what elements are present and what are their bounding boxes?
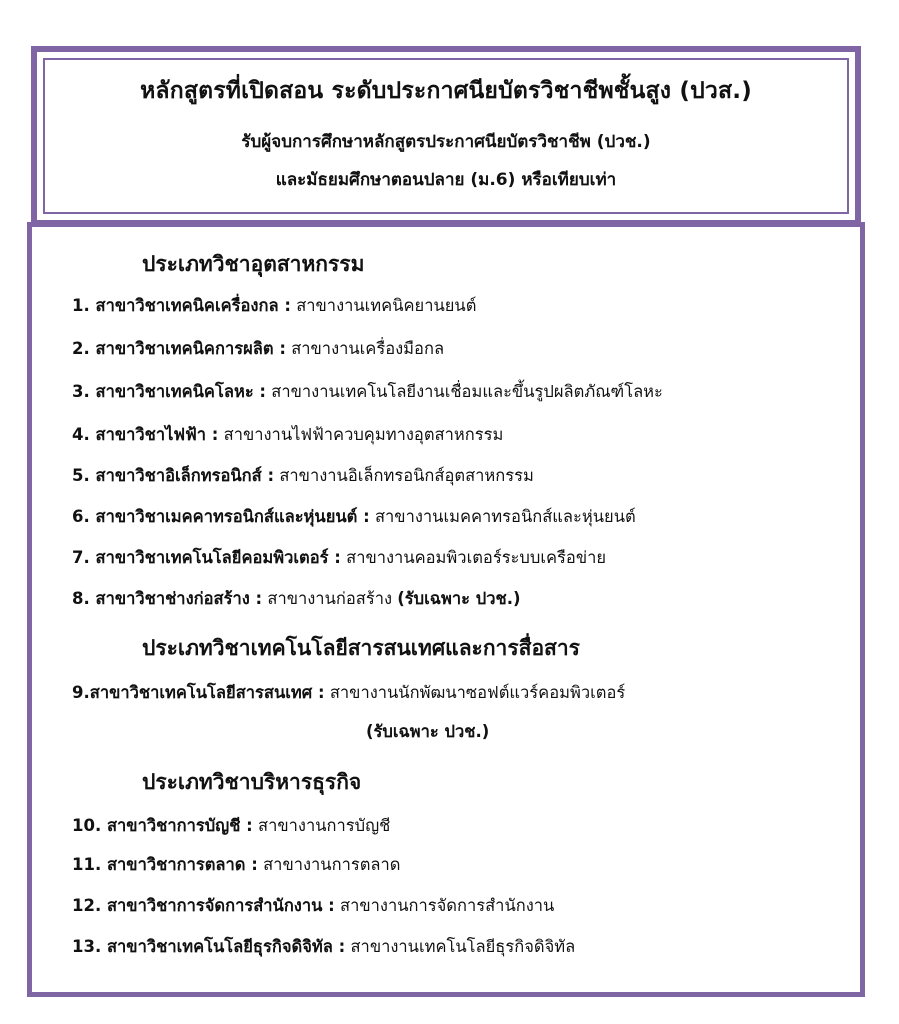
admission-note: (รับเฉพาะ ปวช.) [366, 722, 490, 741]
subtitle-line-2: และมัธยมศึกษาตอนปลาย (ม.6) หรือเทียบเท่า [275, 170, 617, 190]
list-item [72, 463, 534, 489]
section-heading-business: ประเภทวิชาบริหารธุรกิจ [142, 770, 362, 794]
list-item [72, 680, 625, 706]
list-item [72, 852, 401, 878]
list-item [72, 422, 503, 448]
field-name: สาขางานเมคคาทรอนิกส์และหุ่นยนต์ [374, 507, 636, 526]
list-item [72, 893, 554, 919]
major-name: 5. สาขาวิชาอิเล็กทรอนิกส์ : [72, 466, 275, 485]
field-name: สาขางานอิเล็กทรอนิกส์อุตสาหกรรม [279, 466, 534, 485]
list-item [72, 379, 663, 405]
header-inner-frame [43, 58, 849, 214]
major-name: 9.สาขาวิชาเทคโนโลยีสารสนเทศ : [72, 683, 325, 702]
field-name: สาขางานเครื่องมือกล [291, 339, 445, 358]
major-name: 12. สาขาวิชาการจัดการสำนักงาน : [72, 896, 335, 915]
list-item [72, 586, 521, 612]
major-name: 13. สาขาวิชาเทคโนโลยีธุรกิจดิจิทัล : [72, 937, 346, 956]
major-name: 11. สาขาวิชาการตลาด : [72, 855, 258, 874]
major-name: 6. สาขาวิชาเมคคาทรอนิกส์และหุ่นยนต์ : [72, 507, 370, 526]
field-name: สาขางานไฟฟ้าควบคุมทางอุตสาหกรรม [223, 425, 504, 444]
major-name: 10. สาขาวิชาการบัญชี : [72, 816, 253, 835]
field-name: สาขางานการจัดการสำนักงาน [340, 896, 555, 915]
major-name: 1. สาขาวิชาเทคนิคเครื่องกล : [72, 296, 291, 315]
list-item [72, 336, 444, 362]
major-name: 8. สาขาวิชาช่างก่อสร้าง : [72, 589, 263, 608]
list-item [72, 813, 390, 839]
field-name: สาขางานเทคนิคยานยนต์ [296, 296, 477, 315]
header-frame [31, 46, 861, 226]
major-name: 2. สาขาวิชาเทคนิคการผลิต : [72, 339, 286, 358]
page-title: หลักสูตรที่เปิดสอน ระดับประกาศนียบัตรวิชาชีพชั้นสูง (ปวส.) [140, 78, 752, 104]
major-name: 4. สาขาวิชาไฟฟ้า : [72, 425, 219, 444]
major-name: 3. สาขาวิชาเทคนิคโลหะ : [72, 382, 267, 401]
major-name: 7. สาขาวิชาเทคโนโลยีคอมพิวเตอร์ : [72, 548, 341, 567]
list-item-note [366, 719, 489, 745]
subtitle-line-1: รับผู้จบการศึกษาหลักสูตรประกาศนียบัตรวิชาชีพ (ปวช.) [241, 132, 651, 152]
admission-note: (รับเฉพาะ ปวช.) [397, 589, 521, 608]
list-item [72, 293, 476, 319]
field-name: สาขางานก่อสร้าง [267, 589, 393, 608]
field-name: สาขางานคอมพิวเตอร์ระบบเครือข่าย [346, 548, 607, 567]
field-name: สาขางานการตลาด [263, 855, 401, 874]
field-name: สาขางานนักพัฒนาซอฟต์แวร์คอมพิวเตอร์ [329, 683, 626, 702]
list-item [72, 545, 606, 571]
list-item [72, 934, 575, 960]
field-name: สาขางานเทคโนโลยีงานเชื่อมและขึ้นรูปผลิตภัณฑ์โลหะ [271, 382, 663, 401]
field-name: สาขางานเทคโนโลยีธุรกิจดิจิทัล [350, 937, 576, 956]
field-name: สาขางานการบัญชี [258, 816, 391, 835]
section-heading-ict: ประเภทวิชาเทคโนโลยีสารสนเทศและการสื่อสาร [142, 636, 580, 660]
section-heading-industry: ประเภทวิชาอุตสาหกรรม [142, 252, 365, 276]
list-item [72, 504, 636, 530]
